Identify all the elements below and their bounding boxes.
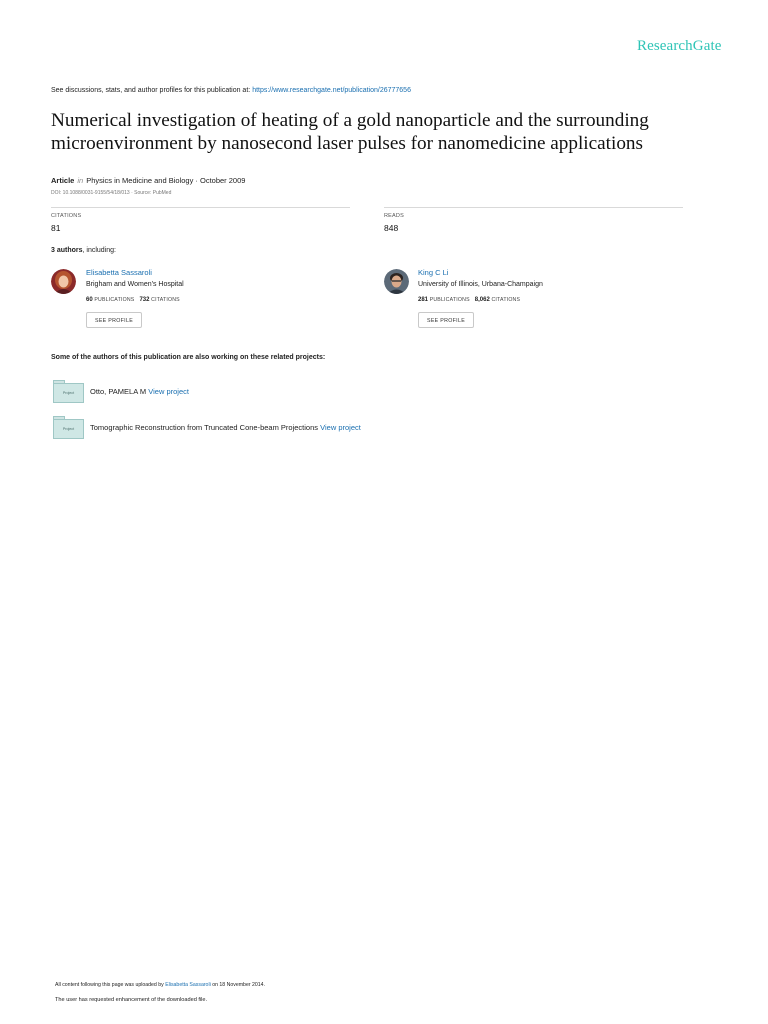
publication-count: 60 bbox=[86, 297, 93, 303]
project-folder-icon bbox=[53, 416, 84, 439]
authors-count: 3 authors bbox=[51, 247, 83, 254]
citations-label: CITATIONS bbox=[51, 213, 82, 219]
view-project-link[interactable]: View project bbox=[148, 387, 189, 396]
author-avatar-sassaroli[interactable] bbox=[51, 269, 76, 294]
project-icon-label: Project bbox=[53, 419, 84, 439]
author-stats-li bbox=[418, 297, 520, 303]
discussion-text: See discussions, stats, and author profiles for this publication at: bbox=[51, 87, 251, 94]
upload-prefix: All content following this page was uploaded by bbox=[55, 982, 164, 988]
publication-link[interactable]: https://www.researchgate.net/publication/26777656 bbox=[252, 87, 411, 94]
citations-divider bbox=[51, 207, 350, 208]
publications-label: PUBLICATIONS bbox=[429, 297, 470, 303]
upload-note bbox=[55, 982, 265, 988]
related-project-item bbox=[90, 423, 361, 432]
person-photo-icon bbox=[51, 269, 76, 294]
see-profile-button-sassaroli[interactable]: SEE PROFILE bbox=[86, 312, 142, 328]
authors-heading-rest: , including: bbox=[82, 247, 116, 254]
citations-count: 81 bbox=[51, 223, 61, 233]
project-folder-icon bbox=[53, 380, 84, 403]
doi-source: DOI: 10.1088/0031-9155/54/18/013 · Source: PubMed bbox=[51, 190, 172, 196]
project-title: Otto, PAMELA M bbox=[90, 387, 147, 396]
enhancement-note: The user has requested enhancement of the downloaded file. bbox=[55, 997, 208, 1003]
citation-count: 8,062 bbox=[474, 297, 490, 303]
author-name-li[interactable]: King C Li bbox=[418, 268, 449, 277]
person-photo-icon bbox=[384, 269, 409, 294]
discussion-banner bbox=[51, 87, 411, 94]
reads-label: READS bbox=[384, 213, 404, 219]
uploader-link[interactable]: Elisabetta Sassaroli bbox=[165, 982, 211, 988]
paper-title: Numerical investigation of heating of a gold nanoparticle and the surrounding microenvironment by nanosecond laser pulses for nanomedicine applications bbox=[51, 110, 649, 154]
article-meta bbox=[51, 176, 245, 185]
related-projects-heading: Some of the authors of this publication are also working on these related projects: bbox=[51, 354, 326, 361]
article-type: Article bbox=[51, 176, 75, 185]
author-institution-li: University of Illinois, Urbana-Champaign bbox=[418, 281, 543, 288]
see-profile-button-li[interactable]: SEE PROFILE bbox=[418, 312, 474, 328]
project-title: Tomographic Reconstruction from Truncated Cone-beam Projections bbox=[90, 423, 319, 432]
related-project-item bbox=[90, 387, 189, 396]
project-icon-label: Project bbox=[53, 383, 84, 403]
authors-heading bbox=[51, 247, 116, 254]
view-project-link[interactable]: View project bbox=[320, 423, 361, 432]
author-avatar-li[interactable] bbox=[384, 269, 409, 294]
reads-count: 848 bbox=[384, 223, 399, 233]
author-institution-sassaroli: Brigham and Women's Hospital bbox=[86, 281, 184, 288]
reads-divider bbox=[384, 207, 683, 208]
citation-count: 732 bbox=[139, 297, 150, 303]
publications-label: PUBLICATIONS bbox=[94, 297, 135, 303]
author-name-sassaroli[interactable]: Elisabetta Sassaroli bbox=[86, 268, 152, 277]
researchgate-logo[interactable]: ResearchGate bbox=[637, 38, 722, 54]
citations-label: CITATIONS bbox=[491, 297, 521, 303]
upload-suffix: on 18 November 2014. bbox=[212, 982, 265, 988]
author-stats-sassaroli bbox=[86, 297, 180, 303]
in-label: in bbox=[77, 176, 84, 185]
publication-count: 281 bbox=[418, 297, 429, 303]
journal-date: Physics in Medicine and Biology · October 2009 bbox=[86, 176, 246, 185]
citations-label: CITATIONS bbox=[151, 297, 180, 303]
